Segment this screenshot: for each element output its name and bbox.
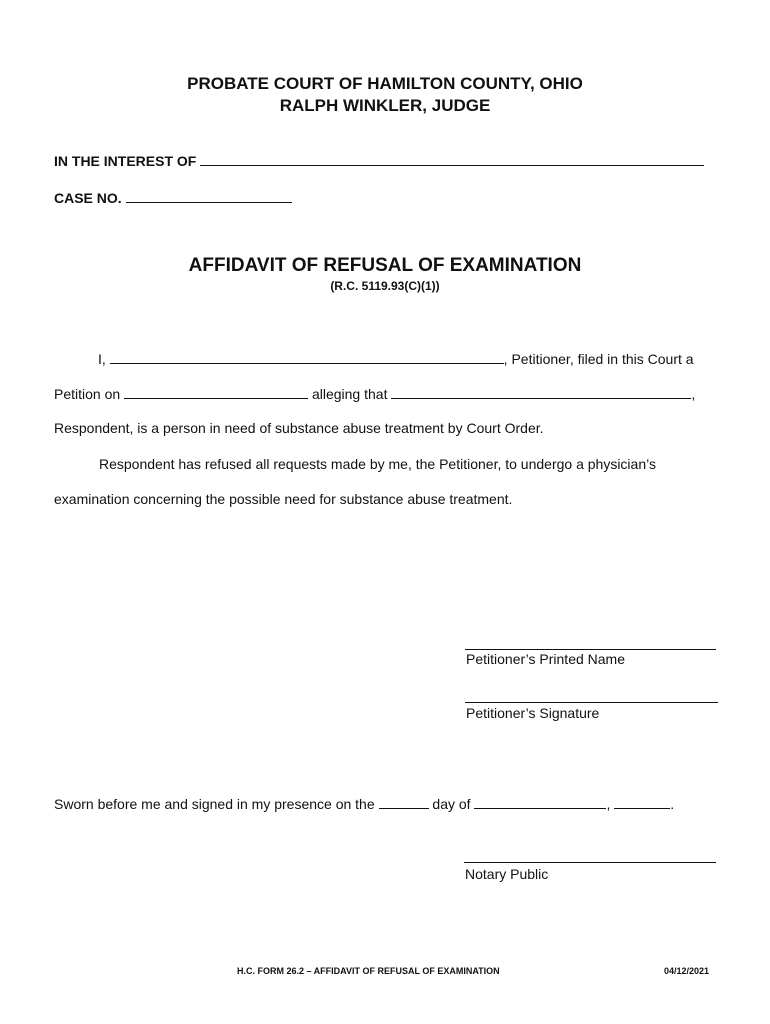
statute-reference: (R.C. 5119.93(C)(1)) <box>330 279 440 293</box>
footer-date: 04/12/2021 <box>664 966 710 976</box>
case-label: CASE NO. <box>54 190 122 206</box>
signature-line[interactable] <box>465 702 718 703</box>
body-line-3: Respondent, is a person in need of substance abuse treatment by Court Order. <box>54 420 544 436</box>
sworn-period: . <box>670 796 675 812</box>
body-line-1 <box>98 349 694 367</box>
body-line-5: examination concerning the possible need for substance abuse treatment. <box>54 491 513 507</box>
court-name: PROBATE COURT OF HAMILTON COUNTY, OHIO <box>187 74 583 93</box>
body-petitioner-text: , Petitioner, filed in this Court a <box>503 351 694 367</box>
sworn-month-blank[interactable] <box>474 794 606 809</box>
body-line-4: Respondent has refused all requests made by me, the Petitioner, to undergo a physician’s <box>99 456 656 472</box>
interest-row <box>54 151 704 169</box>
notary-line[interactable] <box>464 862 716 863</box>
notary-label: Notary Public <box>465 866 549 882</box>
sworn-row <box>54 794 674 812</box>
signature-label: Petitioner’s Signature <box>466 705 600 721</box>
printed-name-label: Petitioner’s Printed Name <box>466 651 626 667</box>
body-i: I, <box>98 351 106 367</box>
petition-date-blank[interactable] <box>124 384 308 399</box>
case-row <box>54 188 292 206</box>
footer-form-name: H.C. FORM 26.2 – AFFIDAVIT OF REFUSAL OF EXAMINATION <box>237 966 500 976</box>
sworn-text: Sworn before me and signed in my presence on the <box>54 796 375 812</box>
interest-label: IN THE INTEREST OF <box>54 153 197 169</box>
sworn-day-blank[interactable] <box>379 794 429 809</box>
respondent-name-blank[interactable] <box>391 384 691 399</box>
body-line-2 <box>54 384 695 402</box>
petitioner-name-blank[interactable] <box>110 349 504 364</box>
sworn-comma: , <box>606 796 611 812</box>
printed-name-line[interactable] <box>465 649 716 650</box>
sworn-day-of: day of <box>432 796 471 812</box>
body-comma: , <box>691 386 696 402</box>
body-petition-on: Petition on <box>54 386 121 402</box>
document-title: AFFIDAVIT OF REFUSAL OF EXAMINATION <box>188 255 582 276</box>
interest-blank[interactable] <box>200 151 704 166</box>
sworn-year-blank[interactable] <box>614 794 670 809</box>
body-alleging: alleging that <box>311 386 388 402</box>
judge-name: RALPH WINKLER, JUDGE <box>279 96 491 115</box>
case-number-blank[interactable] <box>126 188 292 203</box>
